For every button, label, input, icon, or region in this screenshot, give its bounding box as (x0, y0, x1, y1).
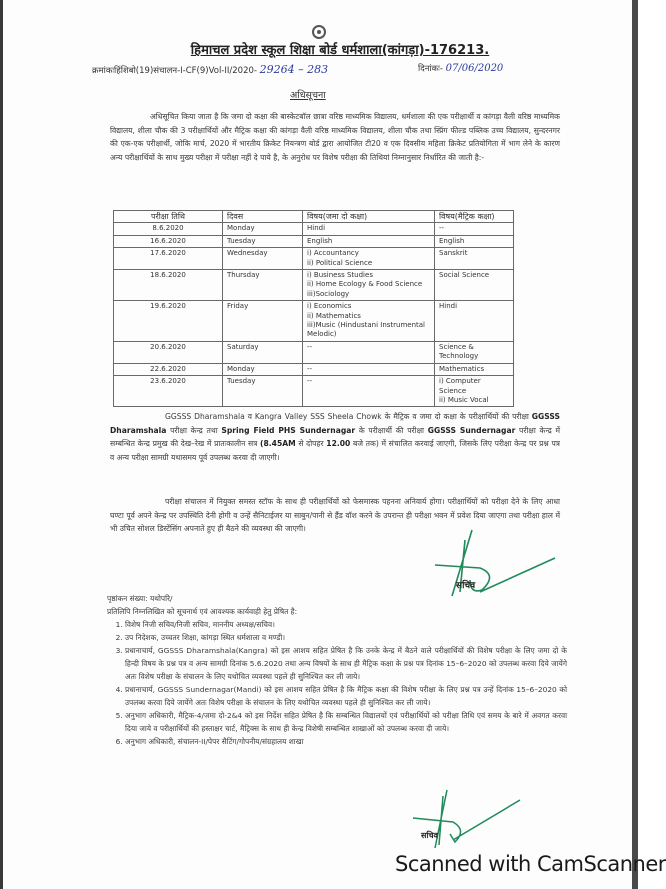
cell-plus-two-subject-line: Hindi (307, 224, 326, 233)
cell-matric-subject (435, 235, 514, 247)
cell-matric-subject-line: Science & Technology (439, 342, 479, 361)
cell-plus-two-subject-line: iii)Sociology (307, 289, 350, 298)
header-exam-date: परीक्षा तिथि (114, 211, 223, 223)
table-row (114, 376, 514, 407)
cell-matric-subject-line: i) Computer Science (439, 377, 481, 395)
table-row (114, 363, 514, 375)
reference-number (92, 63, 328, 76)
cell-matric-subject-line: ii) Music Vocal (439, 395, 489, 404)
table-row (114, 341, 514, 363)
cell-day: Friday (223, 301, 303, 342)
copy-forwarded-line: प्रतिलिपि निम्नलिखित को सूचनार्थ एवं आवश्यक कार्यवाही हेतु प्रेषित है: (107, 607, 298, 616)
cell-matric-subject (435, 270, 514, 301)
cell-matric-subject (435, 341, 514, 363)
cell-exam-date: 18.6.2020 (114, 270, 223, 301)
cell-matric-subject-line: Sanskrit (439, 249, 468, 258)
covid-guidelines-paragraph: परीक्षा संचालन में नियुक्त समस्त स्टॉफ के साथ ही परीक्षार्थियों को फेसमास्क पहनना अनिवार्य होगा। परीक्षार्थियों को परीक्षा देने के लिए आधा घण्टा पूर्व अपने केन्द्र पर उपस्थिति देनी होगी व उन्हें सैनिटाईजर या साबुन/पानी से हैंड वॉश करने के उपरान्त ही परीक्षा भवन में प्रवेश दिया जाएगा तथा परीक्षा हाल में भी उचित सोशल डिस्टेंसिंग अपनाते हुए ही बैठने की व्यवस्था की जाएगी। (110, 497, 560, 534)
cell-matric-subject-line: Social Science (439, 271, 490, 280)
cell-matric-subject-line: Mathematics (439, 364, 485, 373)
date-handwritten: 07/06/2020 (445, 63, 504, 74)
cell-plus-two-subject-line: ii) Mathematics (307, 311, 361, 320)
cell-plus-two-subject-line: ii) Home Ecology & Food Science (307, 280, 423, 289)
cell-day: Saturday (223, 341, 303, 363)
cell-plus-two-subject-line: i) Accountancy (307, 249, 359, 258)
paragraph-segment: Kangra Valley SSS Sheela Chowk (254, 412, 382, 421)
paragraph-segment: GGSSS Sundernagar (427, 425, 516, 435)
cell-matric-subject-line: -- (439, 224, 445, 233)
cell-plus-two-subject-line: iii)Music (Hindustani Instrumental Melodic) (307, 321, 425, 339)
camscanner-watermark: Scanned with CamScanner (395, 852, 666, 876)
signature-1-label: सचिव (456, 581, 476, 591)
cell-matric-subject-line: Hindi (439, 302, 458, 311)
cell-plus-two-subject-line: ii) Political Science (307, 258, 373, 267)
table-row (114, 235, 514, 247)
table-row (114, 301, 514, 342)
cell-exam-date: 16.6.2020 (114, 235, 223, 247)
reference-date (418, 63, 503, 74)
distribution-list (107, 618, 567, 748)
cell-matric-subject (435, 363, 514, 375)
paragraph-segment: के परीक्षार्थी की परीक्षा (355, 425, 428, 435)
cell-exam-date: 19.6.2020 (114, 301, 223, 342)
letterhead-title: हिमाचल प्रदेश स्कूल शिक्षा बोर्ड धर्मशाला(कांगड़ा)-176213. (190, 43, 490, 58)
table-header-row (114, 211, 514, 223)
header-plus-two-subject: विषय(जमा दो कक्षा) (303, 211, 435, 223)
cell-plus-two-subject (303, 363, 435, 375)
notice-heading: अधिसूचना (290, 90, 326, 101)
cell-matric-subject (435, 376, 514, 407)
cell-day: Tuesday (223, 376, 303, 407)
cell-matric-subject (435, 223, 514, 235)
cell-matric-subject-line: English (439, 236, 465, 245)
paragraph-segment: GGSSS Dharamshala (110, 412, 560, 435)
cell-plus-two-subject (303, 376, 435, 407)
reference-number-handwritten: 29264 – 283 (259, 63, 329, 76)
distribution-item: 4. प्रधानाचार्य, GGSSS Sundernagar(Mandi) को इस आशय सहित प्रेषित है कि मैट्रिक कक्षा की विशेष परीक्षा के लिए प्रश्न पत्र उन्हें दिनांक 15–6–2020 को उपलब्ध करवा दिये जायेंगे अतः विशेष परीक्षा के संचालन के लिए यथोचित व्यवस्था पहले ही सुनिश्चित कर ली जाये। (125, 683, 567, 709)
distribution-item: 2. उप निदेशक, उच्चतर शिक्षा, कांगड़ा स्थित धर्मशाला व मण्डी। (125, 631, 567, 644)
cell-exam-date: 8.6.2020 (114, 223, 223, 235)
signature-2-label: सचिव (421, 831, 439, 840)
table-body (114, 223, 514, 407)
header-matric-subject: विषय(मैट्रिक कक्षा) (435, 211, 514, 223)
table-row (114, 248, 514, 270)
distribution-item: 1. विशेष निजी सचिव/निजी सचिव, माननीय अध्यक्ष/सचिव। (125, 618, 567, 631)
distribution-item: 6. अनुभाग अधिकारी, संचालन-II/पेपर सैटिंग/गोपनीय/संग्रहालय शाखा (125, 735, 567, 748)
cell-plus-two-subject (303, 223, 435, 235)
header-day: दिवस (223, 211, 303, 223)
paragraph-segment: (8.45AM (260, 439, 296, 449)
cell-matric-subject (435, 301, 514, 342)
paragraph-segment: बजे तक) में संचालित करवाई जाएगी, जिसके लिए परीक्षा केन्द्र पर प्रश्न पत्र व अन्य परीक्षा सामग्री यथासमय पूर्व उपलब्ध करवा दी जाएगी। (110, 439, 560, 462)
notification-paragraph: अधिसूचित किया जाता है कि जमा दो कक्षा की बास्केटबॉल छात्रा वरिष्ठ माध्यमिक विद्यालय, धर्मशाला की एक परीक्षार्थी व कांगड़ा वैली वरिष्ठ माध्यमिक विद्यालय, शीला चौक की 3 परीक्षार्थियों और मैट्रिक कक्षा की कांगड़ा वैली वरिष्ठ माध्यमिक विद्यालय, शीला चौक तथा स्प्रिंग फील्ड पब्लिक उच्च विद्यालय, सुन्दरनगर की एक-एक परीक्षार्थी, जोकि मार्च, 2020 में भारतीय क्रिकेट नियन्त्रण बोर्ड द्वारा आयोजित टी20 व एक दिवसीय महिला क्रिकेट प्रतियोगिता में भाग लेने के कारण अन्य परीक्षार्थियों के साथ मुख्य परीक्षा में परीक्षा नहीं दे पाये है, के अनुरोध पर विशेष परीक्षा की तिथियां निम्नानुसार निर्धारित की जाती है:- (110, 112, 560, 162)
cell-exam-date: 23.6.2020 (114, 376, 223, 407)
cell-exam-date: 20.6.2020 (114, 341, 223, 363)
cell-plus-two-subject-line: -- (307, 364, 313, 373)
exam-schedule-table (113, 210, 514, 407)
cell-exam-date: 22.6.2020 (114, 363, 223, 375)
secretary-signature-1 (410, 530, 560, 600)
paragraph-segment: Spring Field PHS Sundernagar (221, 425, 356, 435)
paragraph-segment: व (244, 412, 255, 421)
board-emblem-icon (312, 25, 326, 39)
scanner-right-border (632, 0, 638, 889)
paragraph-segment: के मैट्रिक व जमा दो कक्षा के परीक्षार्थियों की परीक्षा (381, 412, 532, 421)
exam-centre-paragraph (110, 410, 560, 464)
paragraph-segment: 12.00 (326, 439, 351, 449)
endorsement-number: पृष्ठांकन संख्या: यथोपरि/ (107, 594, 173, 603)
cell-matric-subject (435, 248, 514, 270)
secretary-signature-2 (395, 790, 525, 850)
distribution-item: 5. अनुभाग अधिकारी, मैट्रिक-4/जमा दो-2&4 को इस निर्देश सहित प्रेषित है कि सम्बन्धित विद्यालयों एवं परीक्षार्थियों को परीक्षा तिथि एवं समय के बारे में अवगत करवा दिया जाये व परीक्षार्थियों की हस्ताक्षर चार्ट, मैट्रिक्स के साथ ही केन्द्र विशेषी सम्बन्धित शाखाओं को उपलब्ध करवा दी जाये। (125, 709, 567, 735)
cell-plus-two-subject (303, 235, 435, 247)
cell-plus-two-subject-line: English (307, 236, 333, 245)
cell-plus-two-subject-line: -- (307, 377, 313, 386)
date-label: दिनांकः- (418, 64, 443, 74)
cell-plus-two-subject (303, 301, 435, 342)
cell-plus-two-subject (303, 270, 435, 301)
cell-day: Monday (223, 223, 303, 235)
cell-exam-date: 17.6.2020 (114, 248, 223, 270)
cell-day: Tuesday (223, 235, 303, 247)
cell-plus-two-subject-line: -- (307, 342, 313, 351)
paragraph-segment: परीक्षा केन्द्र में सम्बन्धित केन्द्र प्रमुख की देख–रेख में प्रातःकालीन सत्र (110, 425, 560, 449)
cell-plus-two-subject (303, 341, 435, 363)
reference-number-label: क्रमांकःहिंशिबो(19)संचालन-I-CF(9)Vol-II/2020- (92, 66, 257, 76)
table-row (114, 270, 514, 301)
table-row (114, 223, 514, 235)
cell-plus-two-subject-line: i) Economics (307, 302, 352, 311)
cell-day: Thursday (223, 270, 303, 301)
cell-day: Wednesday (223, 248, 303, 270)
paragraph-segment: GGSSS Dharamshala (165, 412, 245, 421)
cell-plus-two-subject-line: i) Business Studies (307, 271, 373, 280)
cell-day: Monday (223, 363, 303, 375)
distribution-section (107, 592, 567, 748)
cell-plus-two-subject (303, 248, 435, 270)
paragraph-segment: से दोपहर (295, 439, 327, 449)
paragraph-segment: परीक्षा केन्द्र तथा (166, 425, 222, 435)
distribution-item: 3. प्रधानाचार्य, GGSSS Dharamshala(Kangra) को इस आशय सहित प्रेषित है कि उनके केन्द्र में बैठने वाले परीक्षार्थियों की विशेष परीक्षा के लिए जमा दो के हिन्दी विषय के प्रश्न पत्र व अन्य सामग्री दिनांक 5.6.2020 तथा अन्य विषयों के साथ ही मैट्रिक कक्षा के प्रश्न पत्र दिनांक 15–6–2020 को उपलब्ध करवा दिये जायेंगे अतः विशेष परीक्षा के संचालन के लिए यथोचित व्यवस्था पहले ही सुनिश्चित कर ली जाये। (125, 644, 567, 683)
